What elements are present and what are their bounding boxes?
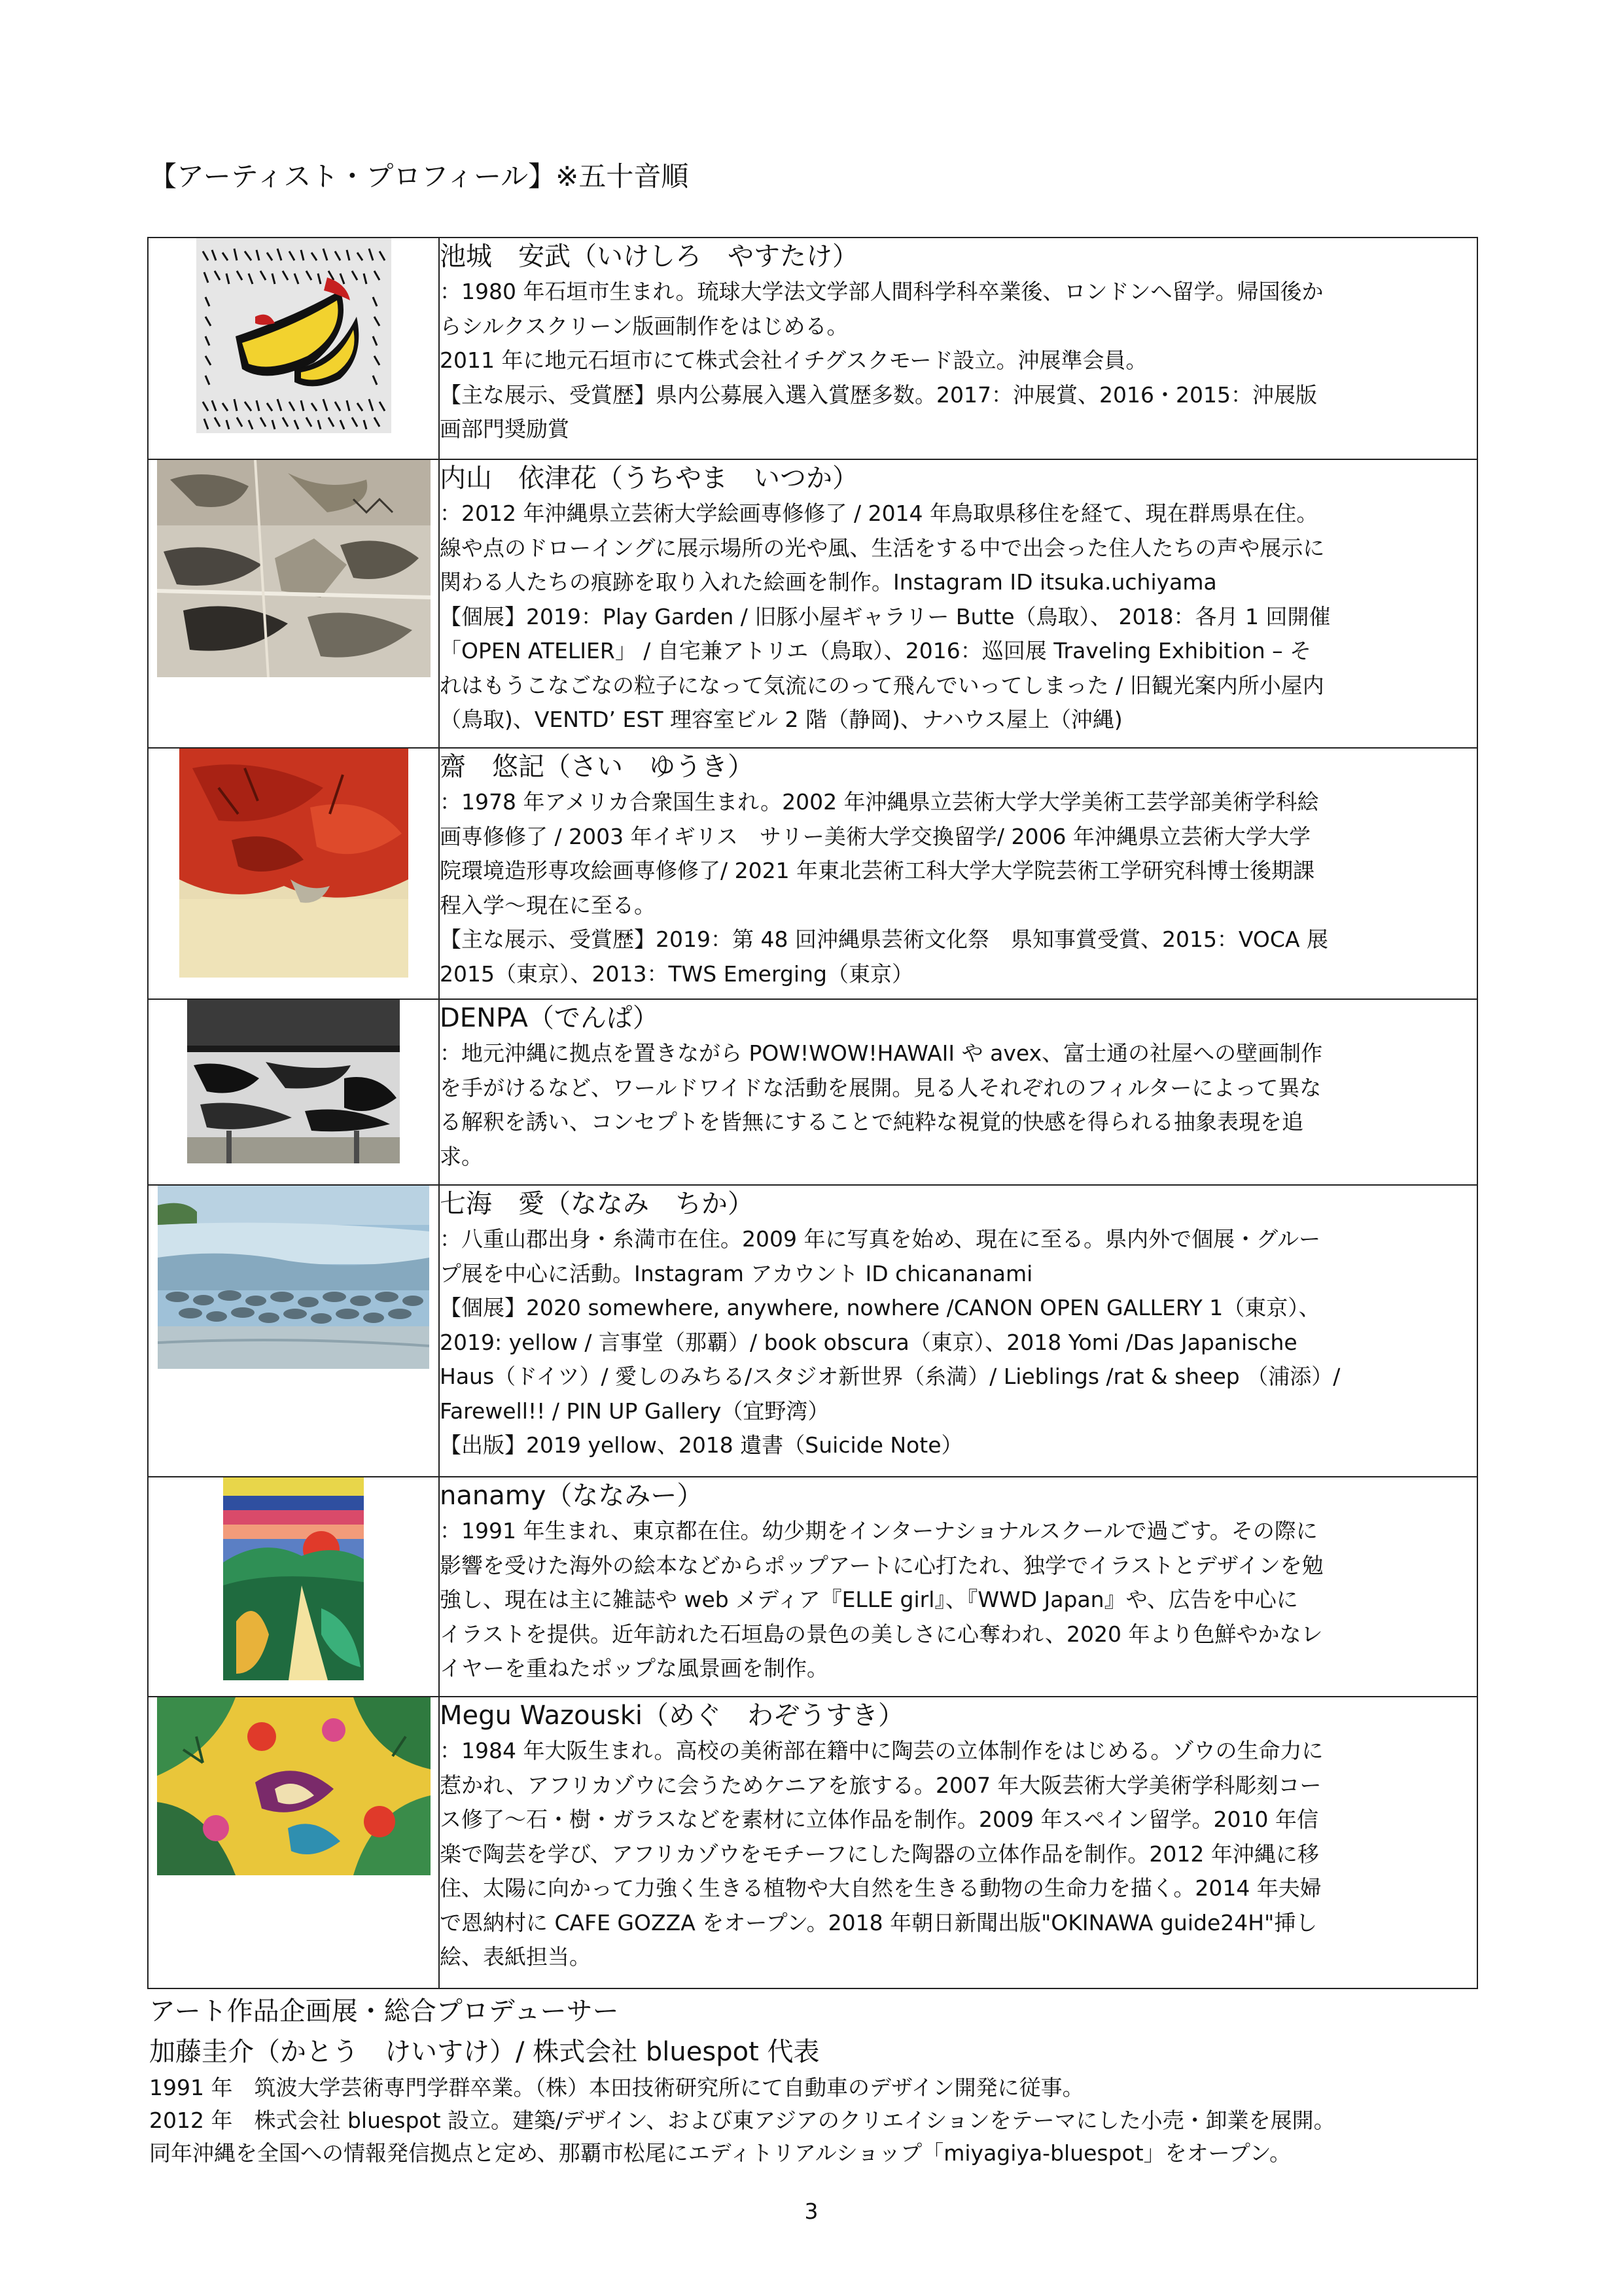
bio-line: Farewell!! / PIN UP Gallery（宜野湾） [440,1398,830,1424]
bio-line: Haus（ドイツ）/ 愛しのみちる/スタジオ新世界（糸満）/ Lieblings /rat & sheep （浦添）/ [440,1364,1341,1389]
table-row [148,999,1477,1185]
artist-text-cell [439,1185,1477,1477]
bio-line: らシルクスクリーン版画制作をはじめる。 [440,313,849,339]
seascape-photo [158,1186,429,1369]
bio-line: 2019: yellow / 言事堂（那覇）/ book obscura（東京）、2018 Yomi /Das Japanische [440,1329,1297,1355]
bio-line: イヤーを重ねたポップな風景画を制作。 [440,1655,828,1681]
bio-line: る解釈を誘い、コンセプトを皆無にすることで純粋な視覚的快感を得られる抽象表現を追 [440,1109,1303,1135]
bio-line: 【主な展示、受賞歴】2019：第 48 回沖縄県芸術文化祭 県知事賞受賞、2015：VOCA 展 [440,927,1329,952]
artist-text-cell [439,1477,1477,1697]
bio-line: 【個展】2020 somewhere, anywhere, nowhere /CANON OPEN GALLERY 1（東京）、 [440,1295,1320,1320]
artist-name: 内山 依津花（うちやま いつか） [440,463,858,493]
artist-profile-table [147,237,1478,1989]
bio-line: 影響を受けた海外の絵本などからポップアートに心打たれ、独学でイラストとデザインを勉 [440,1552,1324,1578]
bio-line: 求。 [440,1143,483,1169]
producer-bio-line: 2012 年 株式会社 bluespot 設立。建築/デザイン、および東アジアのクリエイションをテーマにした小売・卸業を展開。 [149,2108,1335,2133]
artist-image-cell [148,459,439,748]
artist-name: 池城 安武（いけしろ やすたけ） [440,241,858,272]
bio-line: 線や点のドローイングに展示場所の光や風、生活をする中で出会った住人たちの声や展示に [440,535,1325,561]
table-row [148,459,1477,748]
red-abstract-painting [179,749,408,978]
bio-line: 画専修修了 / 2003 年イギリス サリー美術大学交換留学/ 2006 年沖縄県立芸術大学大学 [440,823,1311,849]
bio-line: 絵、表紙担当。 [440,1944,591,1969]
bio-line: ：2012 年沖縄県立芸術大学絵画専修修了 / 2014 年鳥取県移住を経て、現在群馬県在住。 [440,501,1318,526]
bio-line: 惹かれ、アフリカゾウに会うためケニアを旅する。2007 年大阪芸術大学美術学科彫刻コー [440,1772,1322,1798]
producer-role: アート作品企画展・総合プロデューサー [149,1996,619,2026]
bio-line: 【個展】2019：Play Garden / 旧豚小屋ギャラリー Butte（鳥取）、 2018：各月 1 回開催 [440,603,1331,629]
bio-line: 楽で陶芸を学び、アフリカゾウをモチーフにした陶器の立体作品を制作。2012 年沖縄に移 [440,1841,1319,1867]
artist-text-cell [439,459,1477,748]
bio-line: ス修了～石・樹・ガラスなどを素材に立体作品を制作。2009 年スペイン留学。2010 年信 [440,1807,1318,1832]
collage-painting-artwork [157,460,431,677]
artist-text-cell [439,238,1477,459]
table-row [148,238,1477,459]
artist-image-cell [148,1185,439,1477]
producer-bio-line: 同年沖縄を全国への情報発信拠点と定め、那覇市松尾にエディトリアルショップ「miyagiya-bluespot」をオープン。 [149,2140,1292,2166]
bio-line: プ展を中心に活動。Instagram アカウント ID chicananami [440,1260,1033,1286]
bio-line: 【主な展示、受賞歴】県内公募展入選入賞歴多数。2017：沖展賞、2016・2015：沖展版 [440,381,1317,408]
table-row [148,1185,1477,1477]
mural-under-overpass [187,1000,400,1163]
bio-line: 2015（東京）、2013：TWS Emerging（東京） [440,961,913,987]
artist-name: DENPA（でんぱ） [440,1003,659,1033]
artist-text-cell [439,1697,1477,1988]
page-number: 3 [804,2199,819,2224]
artist-text-cell [439,999,1477,1185]
artist-image-cell [148,238,439,459]
bio-line: イラストを提供。近年訪れた石垣島の景色の美しさに心奪われ、2020 年より色鮮やかなレ [440,1621,1323,1647]
producer-name: 加藤圭介（かとう けいすけ）/ 株式会社 bluespot 代表 [149,2037,820,2067]
artist-name: Megu Wazouski（めぐ わぞうすき） [440,1701,905,1731]
table-row [148,748,1477,999]
bio-line: 画部門奨励賞 [440,416,569,442]
bio-line: （鳥取)、VENTD’ EST 理容室ビル 2 階（静岡)、ナハウス屋上（沖縄) [440,707,1123,732]
bio-line: ：1991 年生まれ、東京都在住。幼少期をインターナショナルスクールで過ごす。その際に [440,1518,1318,1544]
bio-line: ：1978 年アメリカ合衆国生まれ。2002 年沖縄県立芸術大学大学美術工芸学部美術学科絵 [440,789,1319,815]
bio-line: 強し、現在は主に雑誌や web メディア『ELLE girl』、『WWD Japan』や、広告を中心に [440,1587,1298,1612]
artist-name: 齋 悠記（さい ゆうき） [440,752,754,782]
bio-line: ：八重山郡出身・糸満市在住。2009 年に写真を始め、現在に至る。県内外で個展・グルー [440,1226,1321,1252]
bio-line: れはもうこなごなの粒子になって気流にのって飛んでいってしまった / 旧観光案内所小屋内 [440,672,1324,698]
bio-line: ：1980 年石垣市生まれ。琉球大学法文学部人間科学科卒業後、ロンドンへ留学。帰国後か [440,279,1324,304]
table-row [148,1477,1477,1697]
bio-line: 「OPEN ATELIER」 / 自宅兼アトリエ（鳥取）、2016：巡回展 Traveling Exhibition – そ [440,638,1312,663]
bio-line: 関わる人たちの痕跡を取り入れた絵画を制作。Instagram ID itsuka.uchiyama [440,569,1217,595]
table-row [148,1697,1477,1988]
page-heading: 【アーティスト・プロフィール】※五十音順 [149,160,689,192]
producer-bio-line: 1991 年 筑波大学芸術専門学群卒業。（株）本田技術研究所にて自動車のデザイン開発に従事。 [149,2075,1084,2100]
bio-line: で恩納村に CAFE GOZZA をオープン。2018 年朝日新聞出版"OKINAWA guide24H"挿し [440,1909,1318,1935]
artist-image-cell [148,999,439,1185]
bio-line: ：1984 年大阪生まれ。高校の美術部在籍中に陶芸の立体制作をはじめる。ゾウの生命力に [440,1738,1324,1763]
artist-name: nanamy（ななみー） [440,1481,703,1511]
artist-image-cell [148,1477,439,1697]
bio-line: を手がけるなど、ワールドワイドな活動を展開。見る人それぞれのフィルターによって異な [440,1074,1322,1101]
producer-section [149,1992,1335,2170]
bio-line: 2011 年に地元石垣市にて株式会社イチグスクモード設立。沖展準会員。 [440,347,1148,373]
artist-image-cell [148,748,439,999]
artist-text-cell [439,748,1477,999]
botanical-illustration [157,1697,431,1875]
banana-print-artwork [196,238,391,433]
bio-line: 程入学～現在に至る。 [440,892,656,918]
bio-line: 【出版】2019 yellow、2018 遺書（Suicide Note） [440,1432,963,1458]
artist-image-cell [148,1697,439,1988]
bio-line: ：地元沖縄に拠点を置きながら POW!WOW!HAWAII や avex、富士通の社屋への壁画制作 [440,1040,1323,1066]
bio-line: 住、太陽に向かって力強く生きる植物や大自然を生きる動物の生命力を描く。2014 年夫婦 [440,1875,1322,1901]
pop-landscape-illustration [223,1477,364,1680]
bio-line: 院環境造形専攻絵画専修修了/ 2021 年東北芸術工科大学大学院芸術工学研究科博士後期課 [440,858,1315,883]
artist-name: 七海 愛（ななみ ちか） [440,1189,754,1219]
